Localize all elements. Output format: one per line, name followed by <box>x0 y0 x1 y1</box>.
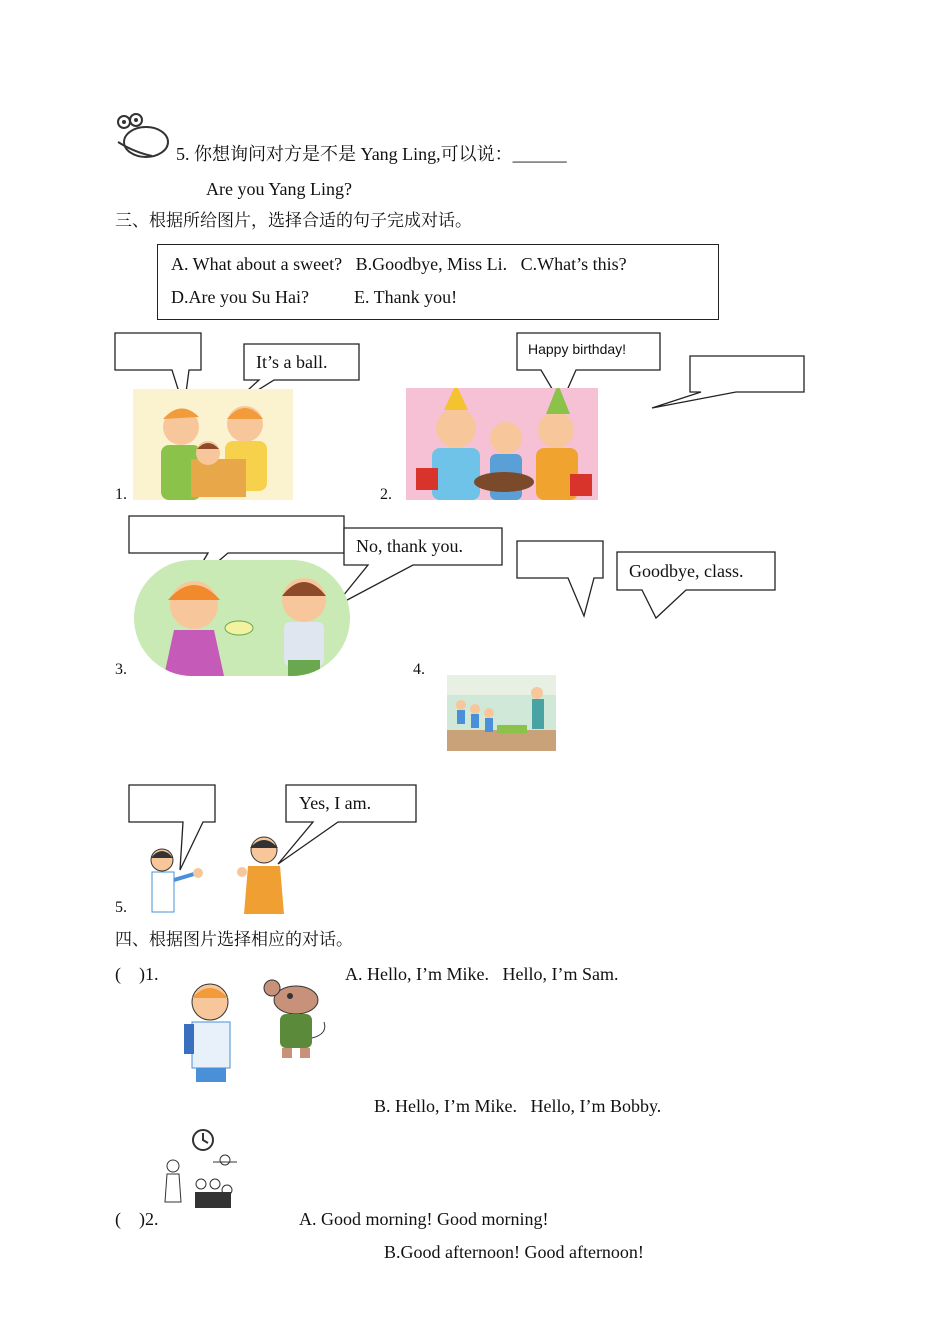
speech-bubbles-4 <box>516 540 786 630</box>
q1-option-a: A. Hello, I’m Mike. Hello, I’m Sam. <box>345 964 619 984</box>
girl-waving-figure <box>142 846 212 912</box>
q1-option-b: B. Hello, I’m Mike. Hello, I’m Bobby. <box>374 1096 662 1116</box>
bubble-4-right-text: Goodbye, class. <box>629 561 744 581</box>
item-1-number: 1. <box>115 486 127 503</box>
options-line-2: D.Are you Su Hai? E. Thank you! <box>171 287 458 307</box>
bubble-2-left-text: Happy birthday! <box>528 341 627 357</box>
bobby-cat-figure <box>262 978 332 1060</box>
item-4-number: 4. <box>413 661 425 678</box>
picture-girl-offers-sweet <box>134 560 350 676</box>
item-2-number: 2. <box>380 486 392 503</box>
mike-figure <box>182 978 242 1082</box>
bubble-3-right-text: No, thank you. <box>356 536 463 556</box>
q5-text: 5. 你想询问对方是不是 Yang Ling,可以说：______ <box>176 144 567 164</box>
item-3-number: 3. <box>115 661 127 678</box>
section3-heading: 三、根据所给图片，选择合适的句子完成对话。 <box>115 211 472 231</box>
su-hai-figure <box>236 834 296 914</box>
bubble-5-right-text: Yes, I am. <box>299 793 372 813</box>
q2-option-b: B.Good afternoon! Good afternoon! <box>384 1242 644 1262</box>
q5-answer: Are you Yang Ling? <box>206 179 352 199</box>
section4-heading: 四、根据图片选择相应的对话。 <box>115 930 353 950</box>
item-5-number: 5. <box>115 899 127 916</box>
options-line-1: A. What about a sweet? B.Goodbye, Miss Li. C.What’s this? <box>171 254 627 274</box>
picture-classroom <box>447 675 556 751</box>
q2-option-a: A. Good morning! Good morning! <box>299 1209 549 1229</box>
picture-family-toy-box <box>133 389 293 500</box>
picture-birthday-party <box>406 388 598 500</box>
q2-label: ( )2. <box>115 1209 159 1229</box>
bubble-1-right-text: It’s a ball. <box>256 352 328 372</box>
q1-label: ( )1. <box>115 964 159 984</box>
mouse-icon <box>114 112 174 162</box>
teacher-students-clock-figure <box>163 1122 243 1218</box>
